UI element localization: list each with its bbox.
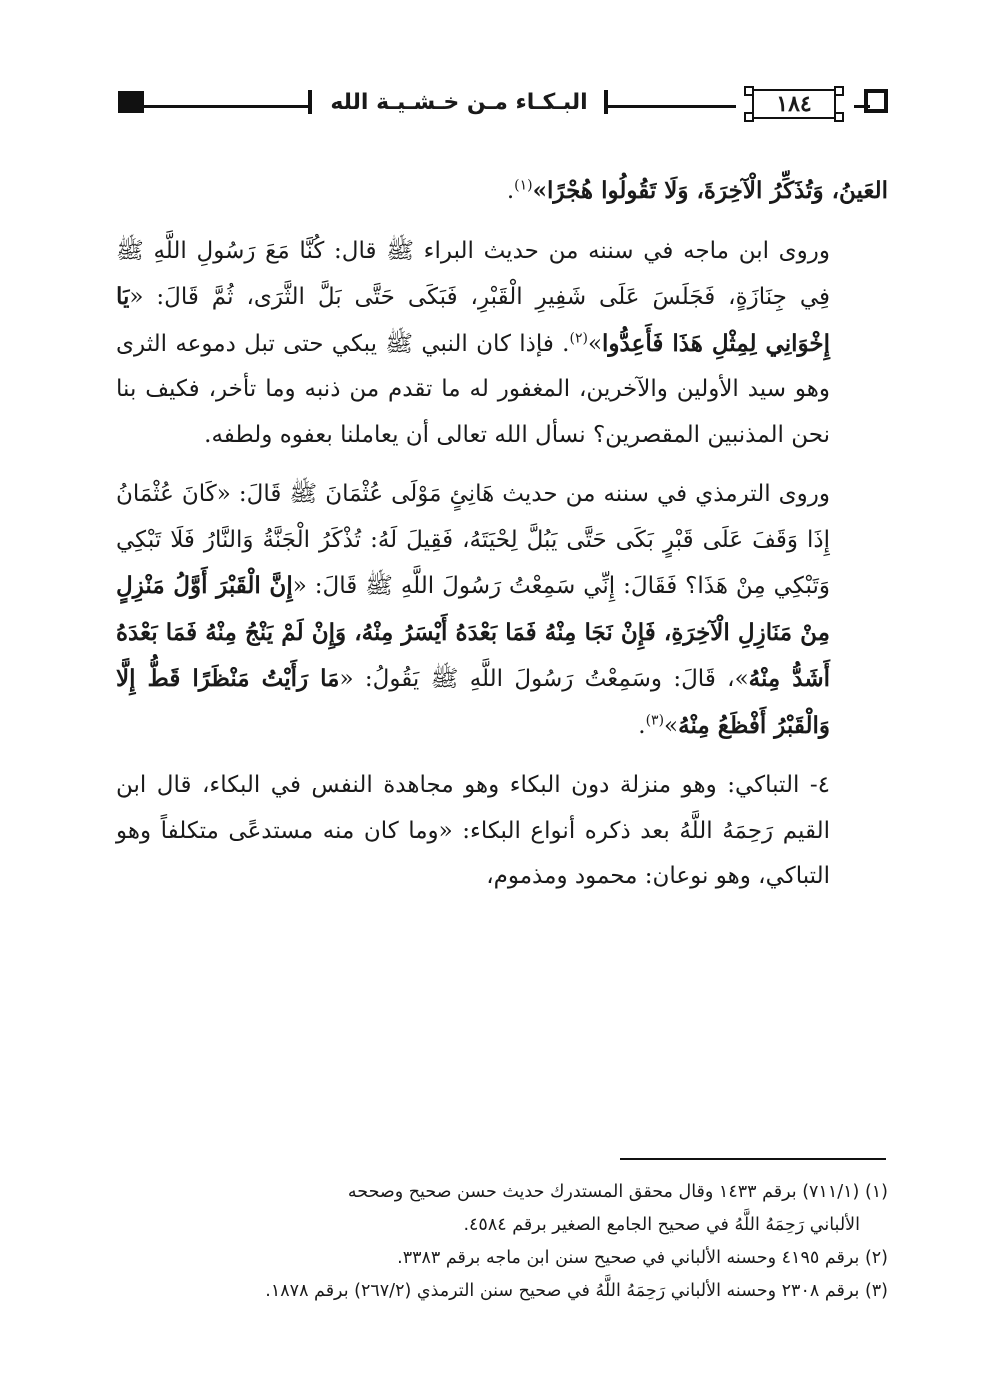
footnote-text: برقم ٤١٩٥ وحسنه الألباني في صحيح سنن ابن ماجه برقم ٣٣٨٣. bbox=[397, 1248, 860, 1268]
quoted-narration: »، قَالَ: وسَمِعْتُ رَسُولَ اللَّهِ ﷺ يَقُولُ: « bbox=[339, 666, 749, 692]
closing-quote: » bbox=[664, 712, 679, 739]
header-square-ornament-left bbox=[118, 91, 144, 113]
paragraph-text: . فإذا كان النبي ﷺ يبكي حتى تبل دموعه الثرى وهو سيد الأولين والآخرين، المغفور له ما تقدم من ذنبه وما تأخر، فكيف بنا نحن المذنبين المقصرين؟ نسأل الله تعالى أن يعاملنا بعفوه ولطفه. bbox=[116, 330, 830, 448]
footnote-text: (٧١١/١) برقم ١٤٣٣ وقال محقق المستدرك حديث حسن صحيح وصححه bbox=[347, 1182, 860, 1202]
sentence-end: . bbox=[506, 178, 515, 204]
paragraph-2 bbox=[116, 229, 888, 459]
footnote-2 bbox=[116, 1242, 888, 1275]
footnote-ref: (٣) bbox=[645, 711, 665, 728]
hadith-text: العَينُ، وَتُذَكِّرُ الْآخِرَةَ، وَلَا تَقُولُوا هُجْرًا» bbox=[532, 177, 888, 204]
footnote-number: (٣) bbox=[864, 1281, 888, 1301]
paragraph-text: وروى الترمذي في سننه من حديث bbox=[494, 481, 830, 507]
page-number: ١٨٤ bbox=[776, 91, 812, 117]
quoted-narration: كُنَّا مَعَ رَسُولِ اللَّهِ ﷺ فِي جِنَازَةٍ، فَجَلَسَ عَلَى شَفِيرِ الْقَبْرِ، فَبَكَى حَتَّى بَلَّ الثَّرَى، ثُمَّ قَالَ: « bbox=[116, 237, 830, 310]
header-rule-segment bbox=[144, 105, 310, 108]
main-text bbox=[116, 168, 888, 900]
quoted-narration: هَانِئٍ مَوْلَى عُثْمَانَ ﷺ قَالَ: «كَانَ عُثْمَانُ إِذَا وَقَفَ عَلَى قَبْرٍ بَكَى حَتَّى يَبُلَّ لِحْيَتَهُ، فَقِيلَ لَهُ: تُذْكَرُ الْجَنَّةُ وَالنَّارُ فَلَا تَبْكِي وَتَبْكِي مِنْ هَذَا؟ فَقَالَ: إِنِّي سَمِعْتُ رَسُولَ اللَّهِ ﷺ قَالَ: « bbox=[116, 481, 830, 599]
running-title: البـكـاء مـن خـشـيـة الله bbox=[330, 90, 588, 115]
footnote-separator bbox=[620, 1158, 886, 1160]
header-divider-bar bbox=[308, 90, 312, 114]
page-header bbox=[118, 86, 888, 126]
header-rule-segment bbox=[608, 105, 736, 108]
page-number-frame bbox=[734, 86, 854, 124]
paragraph-text: وروى ابن ماجه في سننه من حديث البراء ﷺ قال: bbox=[324, 237, 831, 264]
header-rule-segment bbox=[854, 105, 870, 108]
header-square-ornament-right bbox=[864, 89, 888, 113]
footnotes bbox=[116, 1176, 888, 1308]
footnote-number: (٢) bbox=[864, 1248, 888, 1268]
footnote-text: الألباني رَحِمَهُ اللَّهُ في صحيح الجامع الصغير برقم ٤٥٨٤. bbox=[463, 1215, 860, 1235]
footnote-ref: (٢) bbox=[569, 329, 588, 346]
paragraph-4 bbox=[116, 763, 888, 900]
footnote-1 bbox=[116, 1176, 888, 1242]
hadith-text: إِنَّ الْقَبْرَ أَوَّلُ مَنْزِلٍ مِنْ مَنَازِلِ الْآخِرَةِ، فَإِنْ نَجَا مِنْهُ فَمَا بَعْدَهُ أَيْسَرُ مِنْهُ، وَإِنْ لَمْ يَنْجُ مِنْهُ فَمَا بَعْدَهُ أَشَدُّ مِنْهُ bbox=[116, 572, 830, 692]
hadith-text: مَا رَأَيْتُ مَنْظَرًا قَطُّ إِلَّا وَالْقَبْرُ أَفْظَعُ مِنْهُ bbox=[116, 665, 830, 739]
sentence-end: . bbox=[638, 712, 646, 739]
paragraph-text: ٤- التباكي: وهو منزلة دون البكاء وهو مجاهدة النفس في البكاء، قال ابن القيم رَحِمَهُ اللَّهُ بعد ذكره أنواع البكاء: «وما كان منه مستدعًى متكلفاً وهو التباكي، وهو نوعان: محمود ومذموم، bbox=[116, 772, 830, 889]
footnote-text: برقم ٢٣٠٨ وحسنه الألباني رَحِمَهُ اللَّهُ في صحيح سنن الترمذي (٢٦٧/٢) برقم ١٨٧٨. bbox=[265, 1281, 860, 1301]
footnote-number: (١) bbox=[864, 1182, 888, 1202]
paragraph-3 bbox=[116, 472, 888, 749]
footnote-ref: (١) bbox=[514, 177, 533, 194]
footnote-3 bbox=[116, 1275, 888, 1308]
closing-quote: » bbox=[587, 330, 603, 357]
header-divider-bar bbox=[604, 90, 608, 114]
hadith-text: يَا إِخْوَانِي لِمِثْلِ هَذَا فَأَعِدُّوا bbox=[116, 283, 830, 357]
paragraph-1 bbox=[116, 168, 888, 215]
